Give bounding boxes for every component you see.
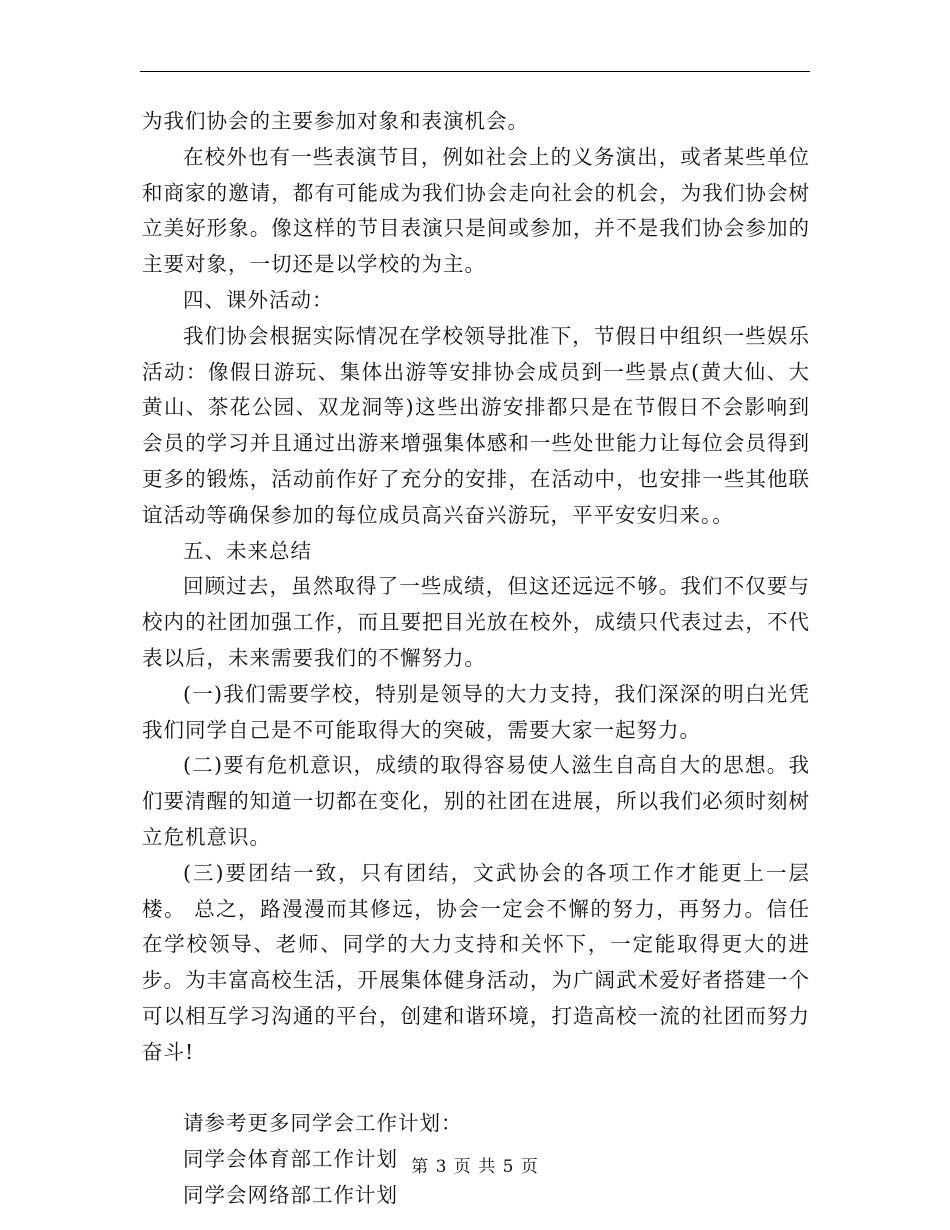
section-heading-extracurricular: 四、课外活动： <box>183 287 334 312</box>
reference-link-network-department[interactable]: 同学会网络部工作计划 <box>183 1182 398 1207</box>
page-number-footer: 第 3 页 共 5 页 <box>411 1157 539 1177</box>
section-heading-future-summary: 五、未来总结 <box>183 538 312 563</box>
paragraph-extracurricular-activities: 我们协会根据实际情况在学校领导批准下，节假日中组织一些娱乐活动：像假日游玩、集体出游等安排协会成员到一些景点(黄大仙、大黄山、茶花公园、双龙洞等)这些出游安排都只是在节假日不会影响到会员的学习并且通过出游来增强集体感和一些处世能力让每位会员得到更多的锻炼，活动前作好了充分的安排，在活动中，也安排一些其他联谊活动等确保参加的每位成员高兴奋兴游玩，平平安安归来。。 <box>142 323 810 527</box>
paragraph-review: 回顾过去，虽然取得了一些成绩，但这还远远不够。我们不仅要与校内的社团加强工作，而且要把目光放在校外，成绩只代表过去，不代表以后，未来需要我们的不懈努力。 <box>142 574 810 670</box>
paragraph-point-two: (二)要有危机意识，成绩的取得容易使人滋生自高自大的思想。我们要清醒的知道一切都在变化，别的社团在进展，所以我们必须时刻树立危机意识。 <box>142 753 810 849</box>
header-rule <box>140 71 810 72</box>
blank-line <box>142 1071 810 1107</box>
paragraph-point-one: (一)我们需要学校，特别是领导的大力支持，我们深深的明白光凭我们同学自己是不可能取得大的突破，需要大家一起努力。 <box>142 681 810 742</box>
paragraph-point-three: (三)要团结一致，只有团结，文武协会的各项工作才能更上一层楼。 总之，路漫漫而其修远，协会一定会不懈的努力，再努力。信任在学校领导、老师、同学的大力支持和关怀下，一定能取得更大的进步。为丰富高校生活，开展集体健身活动，为广阔武术爱好者搭建一个可以相互学习沟通的平台，创建和谐环境，打造高校一流的社团而努力奋斗! <box>142 860 810 1064</box>
paragraph-off-campus-performances: 在校外也有一些表演节目，例如社会上的义务演出，或者某些单位和商家的邀请，都有可能成为我们协会走向社会的机会，为我们协会树立美好形象。像这样的节目表演只是间或参加，并不是我们协会参加的主要对象，一切还是以学校的为主。 <box>142 144 810 277</box>
reference-intro: 请参考更多同学会工作计划： <box>183 1111 463 1136</box>
paragraph-continuation: 为我们协会的主要参加对象和表演机会。 <box>142 109 529 133</box>
document-body <box>142 104 810 1214</box>
reference-link-sports-department[interactable]: 同学会体育部工作计划 <box>183 1147 398 1172</box>
